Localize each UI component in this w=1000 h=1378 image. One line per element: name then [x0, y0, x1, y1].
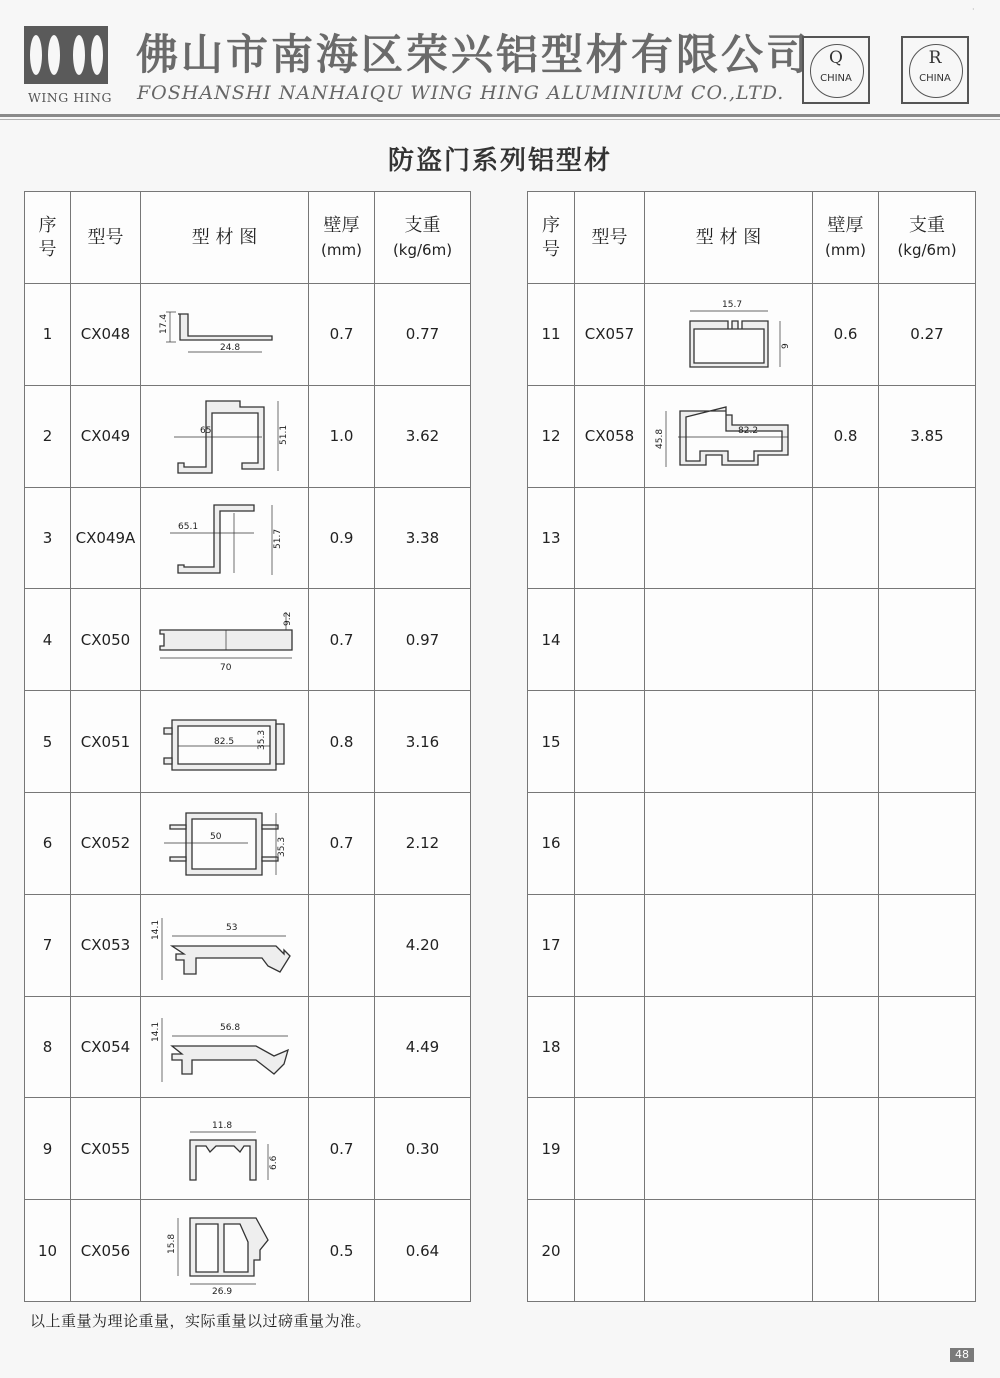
row-model: CX049A [71, 487, 141, 589]
cert-label: CHINA [919, 73, 951, 84]
row-thickness: 0.5 [309, 1200, 375, 1302]
table-row [528, 691, 976, 793]
row-weight: 0.64 [375, 1200, 471, 1302]
row-thickness [813, 996, 879, 1098]
profile-drawing [645, 691, 813, 793]
dim-label: 65 [199, 426, 211, 437]
profile-drawing [645, 792, 813, 894]
company-logo [22, 26, 112, 106]
col-header-no: 序号 [528, 192, 575, 284]
dim-label: 15.8 [166, 1233, 177, 1254]
dim-label: 50 [209, 832, 221, 843]
profile-cx055-drawing [150, 1104, 300, 1194]
row-weight [879, 691, 976, 793]
table-row [528, 589, 976, 691]
col-header-thickness: 壁厚 (mm) [309, 192, 375, 284]
profile-cx050-drawing [150, 600, 300, 680]
row-model: CX049 [71, 385, 141, 487]
table-row [25, 792, 471, 894]
dim-label: 9.2 [282, 611, 293, 626]
profile-drawing [141, 792, 309, 894]
dim-label: 6.6 [268, 1155, 279, 1170]
table-row [25, 1200, 471, 1302]
profile-drawing [645, 1200, 813, 1302]
header-divider [0, 114, 1000, 117]
table-row [528, 894, 976, 996]
row-thickness [813, 487, 879, 589]
dim-label: 45.8 [654, 429, 665, 450]
profile-drawing [645, 894, 813, 996]
profile-cx049a-drawing [150, 493, 300, 583]
table-row [25, 487, 471, 589]
row-weight: 0.30 [375, 1098, 471, 1200]
dim-label: 17.4 [158, 314, 169, 335]
table-row [528, 1098, 976, 1200]
table-row [25, 996, 471, 1098]
dim-label: 11.8 [211, 1120, 232, 1131]
row-model: CX051 [71, 691, 141, 793]
row-thickness [813, 1200, 879, 1302]
company-name-cn: 佛山市南海区荣兴铝型材有限公司 [136, 30, 812, 79]
header-divider-thin [0, 119, 1000, 120]
profile-drawing [141, 385, 309, 487]
dim-label: 26.9 [211, 1286, 232, 1296]
dim-label: 53 [225, 923, 237, 934]
table-row [25, 1098, 471, 1200]
cert-letter: Q [829, 48, 843, 68]
row-model [575, 792, 645, 894]
row-thickness: 0.8 [309, 691, 375, 793]
row-weight [879, 996, 976, 1098]
row-no: 6 [25, 792, 71, 894]
row-model [575, 589, 645, 691]
profile-table-right [527, 191, 976, 1302]
dim-label: 35.3 [276, 837, 287, 858]
dim-label: 35.3 [256, 729, 267, 750]
table-row [528, 284, 976, 386]
cert-label: CHINA [820, 73, 852, 84]
profile-drawing [141, 1098, 309, 1200]
row-no: 10 [25, 1200, 71, 1302]
profile-cx052-drawing [150, 803, 300, 883]
row-model [575, 691, 645, 793]
row-no: 11 [528, 284, 575, 386]
profile-drawing [141, 894, 309, 996]
profile-drawing [141, 1200, 309, 1302]
row-no: 7 [25, 894, 71, 996]
row-no: 9 [25, 1098, 71, 1200]
row-no: 16 [528, 792, 575, 894]
row-no: 19 [528, 1098, 575, 1200]
row-thickness: 0.7 [309, 1098, 375, 1200]
row-no: 2 [25, 385, 71, 487]
col-header-drawing: 型 材 图 [141, 192, 309, 284]
row-thickness [813, 894, 879, 996]
table-row [25, 691, 471, 793]
dim-label: 82.2 [737, 426, 758, 437]
row-thickness: 1.0 [309, 385, 375, 487]
table-row [25, 284, 471, 386]
profile-drawing [645, 487, 813, 589]
row-thickness: 0.8 [813, 385, 879, 487]
row-model [575, 996, 645, 1098]
row-thickness: 0.6 [813, 284, 879, 386]
row-model: CX048 [71, 284, 141, 386]
cert-letter: R [928, 48, 942, 68]
profile-drawing [645, 589, 813, 691]
table-row [528, 385, 976, 487]
col-header-no: 序号 [25, 192, 71, 284]
page-header [0, 0, 1000, 120]
profile-drawing [141, 589, 309, 691]
row-weight: 0.27 [879, 284, 976, 386]
row-weight: 0.77 [375, 284, 471, 386]
table-header-row [528, 192, 976, 284]
row-weight: 4.20 [375, 894, 471, 996]
dim-label: 51.7 [272, 528, 283, 549]
table-row [25, 385, 471, 487]
row-model [575, 1200, 645, 1302]
company-name-en: FOSHANSHI NANHAIQU WING HING ALUMINIUM CO.,LTD. [137, 82, 785, 104]
row-thickness: 0.7 [309, 792, 375, 894]
row-thickness: 0.9 [309, 487, 375, 589]
row-no: 14 [528, 589, 575, 691]
row-no: 4 [25, 589, 71, 691]
row-no: 15 [528, 691, 575, 793]
dim-label: 9 [780, 343, 791, 350]
row-thickness: 0.7 [309, 284, 375, 386]
row-weight [879, 1098, 976, 1200]
dim-label: 82.5 [213, 736, 234, 747]
dim-label: 14.1 [150, 920, 161, 941]
profile-cx051-drawing [150, 702, 300, 782]
row-model [575, 1098, 645, 1200]
row-model [575, 487, 645, 589]
dim-label: 51.1 [278, 425, 289, 446]
row-no: 1 [25, 284, 71, 386]
profile-cx058-drawing [654, 391, 804, 481]
row-thickness [309, 894, 375, 996]
profile-cx057-drawing [654, 289, 804, 379]
profile-cx056-drawing [150, 1206, 300, 1296]
profile-drawing [141, 487, 309, 589]
row-thickness [813, 589, 879, 691]
row-weight: 2.12 [375, 792, 471, 894]
row-no: 12 [528, 385, 575, 487]
logo-text: WING HING [28, 90, 112, 105]
page-number: 48 [950, 1348, 974, 1362]
q-china-cert-badge [802, 36, 870, 104]
corner-mark: · [972, 5, 975, 14]
row-weight: 3.62 [375, 385, 471, 487]
profile-drawing [141, 691, 309, 793]
profile-drawing [645, 996, 813, 1098]
profile-cx048-drawing [150, 294, 300, 374]
table-row [528, 1200, 976, 1302]
row-model: CX052 [71, 792, 141, 894]
row-weight: 3.38 [375, 487, 471, 589]
dim-label: 70 [219, 662, 231, 673]
row-model: CX053 [71, 894, 141, 996]
col-header-model: 型号 [71, 192, 141, 284]
profile-cx054-drawing [150, 1002, 300, 1092]
dim-label: 65.1 [177, 521, 198, 532]
row-weight: 4.49 [375, 996, 471, 1098]
row-weight [879, 589, 976, 691]
table-row [25, 589, 471, 691]
col-header-model: 型号 [575, 192, 645, 284]
row-no: 5 [25, 691, 71, 793]
row-thickness [813, 1098, 879, 1200]
row-thickness [309, 996, 375, 1098]
profile-cx053-drawing [150, 900, 300, 990]
row-weight [879, 487, 976, 589]
table-row [528, 487, 976, 589]
row-thickness [813, 792, 879, 894]
row-model: CX050 [71, 589, 141, 691]
r-china-cert-badge [901, 36, 969, 104]
row-thickness [813, 691, 879, 793]
row-weight: 3.85 [879, 385, 976, 487]
row-no: 18 [528, 996, 575, 1098]
table-row [25, 894, 471, 996]
row-model: CX055 [71, 1098, 141, 1200]
page-title: 防盗门系列铝型材 [387, 146, 612, 176]
row-weight [879, 792, 976, 894]
row-model: CX058 [575, 385, 645, 487]
table-row [528, 792, 976, 894]
table-header-row [25, 192, 471, 284]
table-row [528, 996, 976, 1098]
row-weight [879, 894, 976, 996]
row-weight: 3.16 [375, 691, 471, 793]
col-header-drawing: 型 材 图 [645, 192, 813, 284]
row-no: 8 [25, 996, 71, 1098]
row-model: CX056 [71, 1200, 141, 1302]
row-weight: 0.97 [375, 589, 471, 691]
row-no: 13 [528, 487, 575, 589]
row-no: 20 [528, 1200, 575, 1302]
wing-hing-logo-icon [24, 26, 108, 84]
dim-label: 24.8 [219, 343, 240, 354]
profile-cx049-drawing [150, 391, 300, 481]
col-header-thickness: 壁厚 (mm) [813, 192, 879, 284]
row-model: CX054 [71, 996, 141, 1098]
row-no: 3 [25, 487, 71, 589]
row-weight [879, 1200, 976, 1302]
row-model [575, 894, 645, 996]
profile-drawing [645, 1098, 813, 1200]
dim-label: 14.1 [150, 1021, 161, 1042]
row-model: CX057 [575, 284, 645, 386]
row-no: 17 [528, 894, 575, 996]
dim-label: 15.7 [721, 300, 742, 311]
profile-table-left [24, 191, 471, 1302]
row-thickness: 0.7 [309, 589, 375, 691]
dim-label: 56.8 [219, 1022, 240, 1033]
col-header-weight: 支重 (kg/6m) [375, 192, 471, 284]
col-header-weight: 支重 (kg/6m) [879, 192, 976, 284]
profile-drawing [645, 284, 813, 386]
weight-footnote: 以上重量为理论重量，实际重量以过磅重量为准。 [30, 1312, 372, 1330]
profile-drawing [141, 996, 309, 1098]
profile-drawing [141, 284, 309, 386]
profile-drawing [645, 385, 813, 487]
